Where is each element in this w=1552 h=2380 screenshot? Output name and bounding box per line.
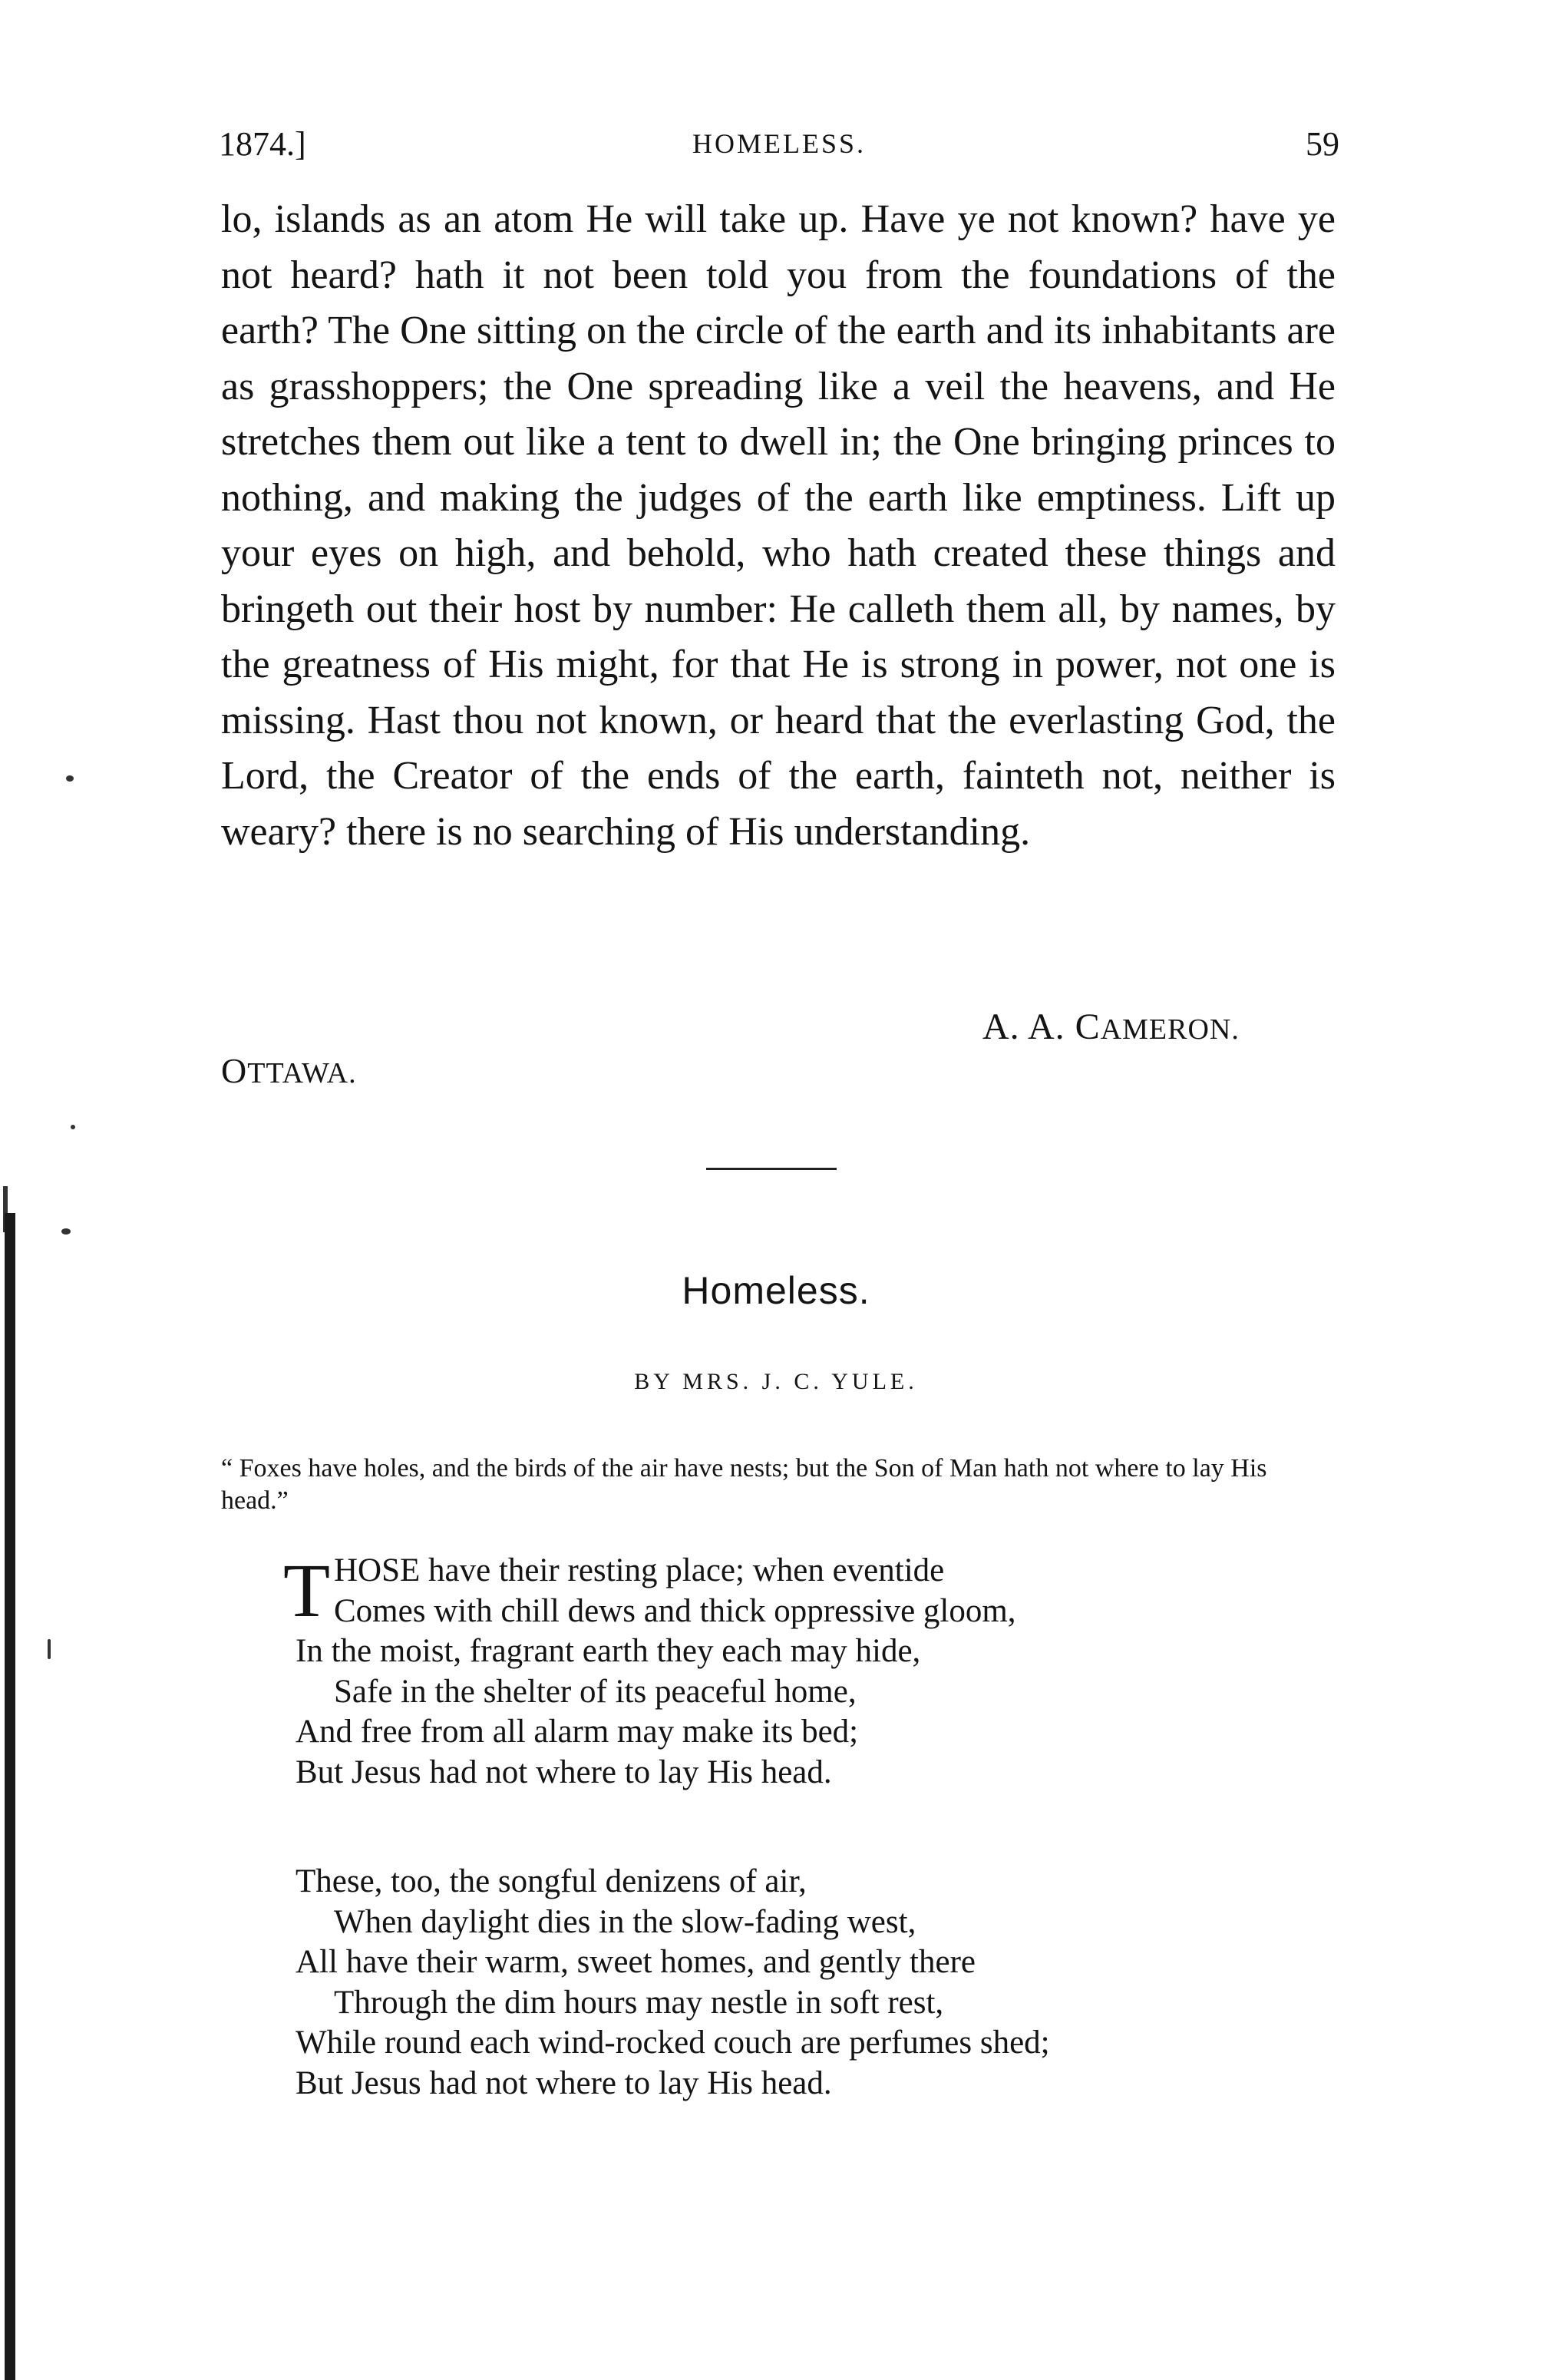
signature-initials: A. A. C [982,1007,1101,1047]
stanza-line: While round each wind-rocked couch are perfumes shed; [296,2025,1050,2061]
scan-speck [66,775,74,782]
stanza-2 [296,1862,1050,2104]
author-signature [982,1006,1240,1048]
header-year: 1874.] [219,125,306,163]
stanza-line: And free from all alarm may make its bed; [296,1714,859,1750]
stanza-line: Safe in the shelter of its peaceful home, [334,1673,857,1710]
poem-title: Homeless. [682,1269,870,1312]
running-header [219,124,1339,178]
signature-surname: AMERON. [1100,1013,1240,1046]
page-number: 59 [1306,125,1339,163]
poem-epigraph: “ Foxes have holes, and the birds of the air have nests; but the Son of Man hath not where to lay His head.” [221,1454,1267,1515]
stanza-line: In the moist, fragrant earth they each may hide, [296,1633,921,1669]
stanza-line: Through the dim hours may nestle in soft rest, [334,1984,944,2021]
scan-speck [71,1125,75,1129]
poem-byline: BY MRS. J. C. YULE. [634,1369,918,1394]
place-line [221,1050,357,1091]
section-divider [706,1168,837,1170]
stanza-line: When daylight dies in the slow-fading west, [334,1903,916,1940]
place-rest: TTAWA. [247,1057,357,1089]
line-text: HOSE have their resting place; when eventide [334,1552,945,1588]
stanza-line: These, too, the songful denizens of air, [296,1863,807,1899]
stanza-line: But Jesus had not where to lay His head. [296,1754,832,1790]
stanza-line: Comes with chill dews and thick oppressive gloom, [334,1592,1016,1629]
stanza-1 [283,1548,1016,1793]
scan-speck [48,1639,51,1659]
scan-binding-edge [5,1213,15,2380]
scan-speck [61,1228,71,1235]
prose-paragraph: lo, islands as an atom He will take up. Have ye not known? have ye not heard? hath it not been told you from the foundations of the earth? The One sitting on the circle of the earth and its inhabitants are as grasshoppers; the One spreading like a veil the heavens, and He stretches them out like a tent to dwell in; the One bringing princes to nothing, and making the judges of the earth like emptiness. Lift up your eyes on high, and behold, who hath created these things and bringeth out their host by number: He calleth them all, by names, by the greatness of His might, for that He is strong in power, not one is missing. Hast thou not known, or heard that the everlasting God, the Lord, the Creator of the ends of the earth, fainteth not, neither is weary? there is no searching of His understanding. [221,197,1336,854]
stanza-line: But Jesus had not where to lay His head. [296,2064,832,2101]
stanza-line: All have their warm, sweet homes, and gently there [296,1944,976,1980]
place-initial: O [221,1051,248,1090]
drop-cap: T [283,1548,331,1633]
header-title: HOMELESS. [692,128,867,159]
